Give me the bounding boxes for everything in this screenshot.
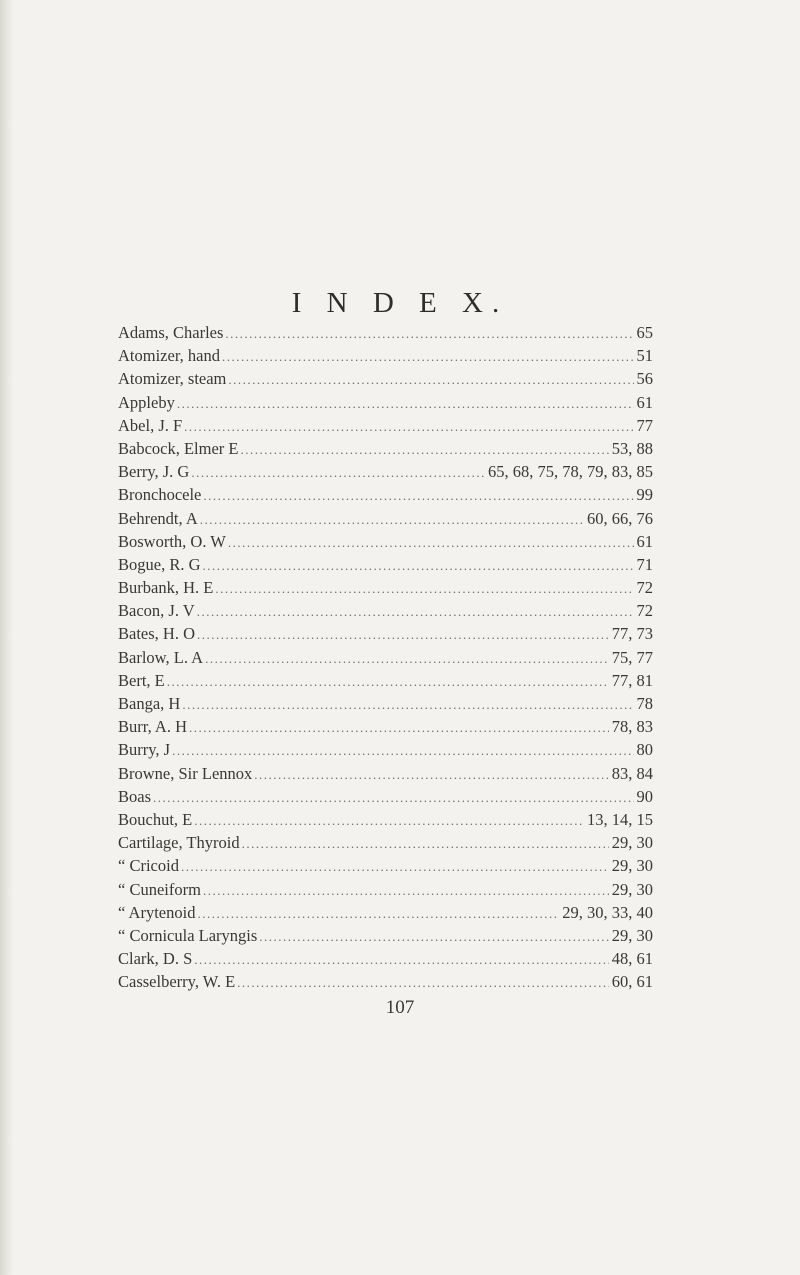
entry-pages: 65 (636, 323, 653, 342)
entry-pages: 77, 81 (611, 670, 653, 690)
dot-leader (205, 647, 609, 670)
entry-pages: 78 (636, 694, 653, 713)
entry-pages: 29, 30, 33, 40 (562, 902, 653, 922)
dot-leader (197, 902, 559, 925)
entry-name: Clark, D. S (118, 949, 193, 969)
dot-leader (222, 345, 634, 368)
index-entry (118, 715, 653, 738)
entry-name: Boas (118, 786, 151, 806)
index-entry-list (118, 321, 653, 993)
index-entry (118, 947, 653, 970)
dot-leader (225, 322, 633, 345)
entry-name: Browne, Sir Lennox (118, 763, 253, 783)
index-entry (118, 878, 653, 901)
entry-pages: 72 (636, 578, 653, 598)
entry-name: Bouchut, E (118, 809, 193, 829)
entry-name: Appleby (118, 392, 175, 412)
entry-name: Adams, Charles (118, 323, 224, 342)
index-entry (118, 622, 653, 645)
entry-pages: 80 (636, 740, 653, 760)
dot-leader (197, 600, 634, 623)
dot-leader (241, 438, 609, 461)
index-entry (118, 460, 653, 483)
dot-leader (215, 577, 633, 600)
index-entry (118, 553, 653, 576)
index-entry (118, 970, 653, 993)
entry-name: Burbank, H. E (118, 578, 214, 598)
index-entry (118, 367, 653, 390)
entry-name: Atomizer, steam (118, 369, 227, 389)
entry-name: Bronchocele (118, 485, 202, 505)
entry-name: Cartilage, Thyroid (118, 833, 240, 853)
entry-name: Bert, E (118, 670, 165, 690)
entry-pages: 56 (636, 369, 653, 389)
index-entry (118, 414, 653, 437)
page-edge-shadow (0, 0, 14, 1275)
entry-pages: 29, 30 (611, 879, 653, 899)
entry-pages: 83, 84 (611, 763, 653, 783)
dot-leader (242, 832, 609, 855)
entry-pages: 48, 61 (611, 949, 653, 969)
dot-leader (181, 855, 609, 878)
page-number: 107 (385, 997, 415, 1018)
entry-name: “ Cuneiform (118, 879, 201, 899)
entry-name: Atomizer, hand (118, 346, 220, 366)
dot-leader (228, 531, 634, 554)
index-entry (118, 854, 653, 877)
entry-pages: 75, 77 (611, 647, 653, 667)
entry-pages: 77, 73 (611, 624, 653, 644)
index-entry (118, 901, 653, 924)
dot-leader (197, 623, 609, 646)
entry-pages: 51 (636, 346, 653, 366)
dot-leader (194, 809, 584, 832)
dot-leader (167, 670, 609, 693)
entry-pages: 29, 30 (611, 925, 653, 945)
index-entry (118, 530, 653, 553)
dot-leader (172, 739, 633, 762)
index-entry (118, 483, 653, 506)
entry-name: Bosworth, O. W (118, 531, 226, 551)
dot-leader (194, 948, 609, 971)
dot-leader (237, 971, 609, 994)
entry-pages: 71 (636, 554, 653, 574)
entry-pages: 53, 88 (611, 438, 653, 458)
entry-name: “ Cornicula Laryngis (118, 925, 258, 945)
dot-leader (177, 392, 634, 415)
entry-name: Babcock, Elmer E (118, 438, 239, 458)
index-entry (118, 321, 653, 344)
entry-name: “ Cricoid (118, 856, 179, 876)
dot-leader (189, 716, 609, 739)
index-entry (118, 738, 653, 761)
dot-leader (228, 368, 633, 391)
index-entry (118, 576, 653, 599)
index-entry (118, 831, 653, 854)
index-entry (118, 669, 653, 692)
entry-name: Bacon, J. V (118, 601, 195, 621)
index-title: I N D E X. (291, 287, 509, 320)
index-entry (118, 599, 653, 622)
entry-pages: 78, 83 (611, 717, 653, 737)
index-entry (118, 692, 653, 715)
entry-pages: 65, 68, 75, 78, 79, 83, 85 (488, 462, 653, 482)
entry-name: Berry, J. G (118, 462, 190, 482)
entry-pages: 77 (636, 415, 653, 435)
entry-pages: 60, 61 (611, 972, 653, 992)
dot-leader (254, 763, 608, 786)
entry-name: Barlow, L. A (118, 647, 204, 667)
entry-pages: 61 (636, 531, 653, 551)
dot-leader (203, 484, 633, 507)
index-entry (118, 437, 653, 460)
index-entry (118, 808, 653, 831)
dot-leader (184, 415, 633, 438)
entry-pages: 29, 30 (611, 856, 653, 876)
entry-name: Bates, H. O (118, 624, 195, 644)
dot-leader (191, 461, 485, 484)
index-entry (118, 924, 653, 947)
entry-name: Casselberry, W. E (118, 972, 236, 992)
index-entry (118, 507, 653, 530)
index-entry (118, 646, 653, 669)
dot-leader (153, 786, 634, 809)
entry-name: Behrendt, A (118, 508, 198, 528)
index-entry (118, 762, 653, 785)
entry-name: Burry, J (118, 740, 171, 760)
entry-name: Banga, H (118, 694, 181, 713)
dot-leader (259, 925, 608, 948)
entry-name: “ Arytenoid (118, 902, 196, 922)
dot-leader (182, 693, 633, 716)
entry-name: Bogue, R. G (118, 554, 201, 574)
index-entry (118, 344, 653, 367)
entry-pages: 61 (636, 392, 653, 412)
entry-pages: 29, 30 (611, 833, 653, 853)
index-entry (118, 391, 653, 414)
dot-leader (203, 554, 634, 577)
entry-pages: 90 (636, 786, 653, 806)
entry-pages: 13, 14, 15 (587, 809, 653, 829)
entry-name: Abel, J. F (118, 415, 183, 435)
entry-pages: 72 (636, 601, 653, 621)
dot-leader (200, 508, 584, 531)
index-entry (118, 785, 653, 808)
entry-pages: 99 (636, 485, 653, 505)
entry-pages: 60, 66, 76 (587, 508, 653, 528)
dot-leader (203, 879, 609, 902)
entry-name: Burr, A. H (118, 717, 188, 737)
